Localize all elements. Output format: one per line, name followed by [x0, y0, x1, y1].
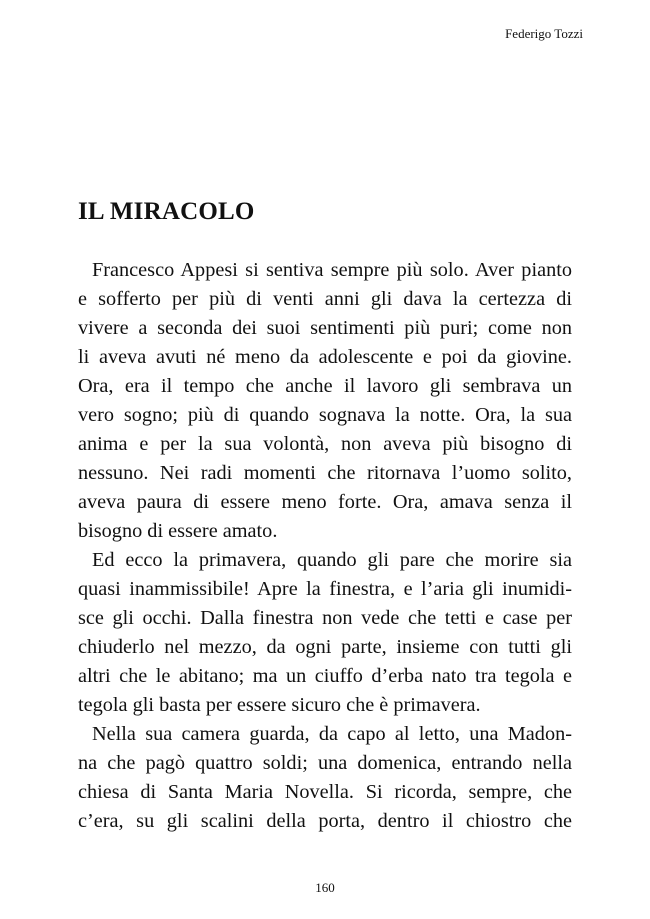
running-head: Federigo Tozzi [505, 26, 583, 41]
chapter-title: IL MIRACOLO [78, 198, 255, 225]
text-line: quasi inammissibile! Apre la finestra, e l’aria gli inumidi- [78, 578, 572, 600]
text-line: vero sogno; più di quando sognava la notte. Ora, la sua [78, 404, 572, 426]
text-line: bisogno di essere amato. [78, 520, 278, 542]
text-line: na che pagò quattro soldi; una domenica, entrando nella [78, 752, 572, 774]
text-line: anima e per la sua volontà, non aveva più bisogno di [78, 433, 572, 455]
body-text [78, 256, 572, 836]
page-number: 160 [315, 880, 335, 895]
text-line: li aveva avuti né meno da adolescente e poi da giovine. [78, 346, 572, 368]
text-line: chiuderlo nel mezzo, da ogni parte, insieme con tutti gli [78, 636, 572, 658]
text-line: c’era, su gli scalini della porta, dentro il chiostro che [78, 810, 572, 832]
text-line: vivere a seconda dei suoi sentimenti più puri; come non [78, 317, 572, 339]
text-line: sce gli occhi. Dalla finestra non vede che tetti e case per [78, 607, 572, 629]
text-line: Francesco Appesi si sentiva sempre più solo. Aver pianto [92, 259, 572, 281]
text-line: tegola gli basta per essere sicuro che è primavera. [78, 694, 481, 716]
text-line: nessuno. Nei radi momenti che ritornava l’uomo solito, [78, 462, 572, 484]
text-line: e sofferto per più di venti anni gli dava la certezza di [78, 288, 572, 310]
text-line: Ed ecco la primavera, quando gli pare che morire sia [92, 549, 572, 571]
text-line: altri che le abitano; ma un ciuffo d’erba nato tra tegola e [78, 665, 572, 687]
text-line: aveva paura di essere meno forte. Ora, amava senza il [78, 491, 572, 513]
text-line: Ora, era il tempo che anche il lavoro gli sembrava un [78, 375, 572, 397]
text-line: chiesa di Santa Maria Novella. Si ricorda, sempre, che [78, 781, 572, 803]
text-line: Nella sua camera guarda, da capo al letto, una Madon- [92, 723, 572, 745]
